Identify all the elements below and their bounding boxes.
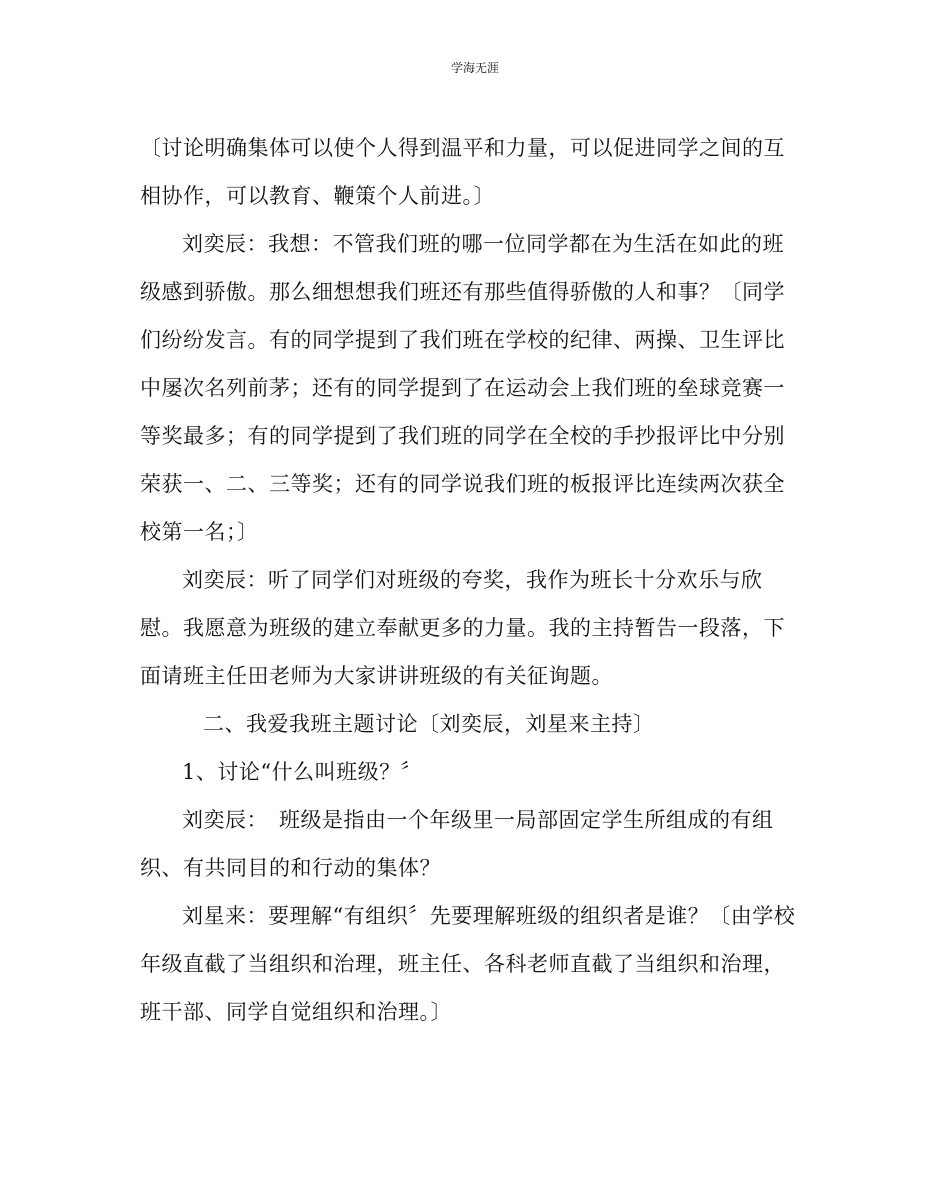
document-body — [140, 124, 805, 1036]
paragraph-liu-xinglai-organizer: 刘星来：要理解“有组织〞先要理解班级的组织者是谁？〔由学校年级直截了当组织和治理，班主任、各科老师直截了当组织和治理，班干部、同学自觉组织和治理。〕 — [140, 904, 796, 1024]
subheading-what-is-class: 1、讨论“什么叫班级？〞 — [182, 760, 423, 784]
paragraph-liu-yichen-thanks: 刘奕辰：听了同学们对班级的夸奖，我作为班长十分欢乐与欣慰。我愿意为班级的建立奉献更多的力量。我的主持暂告一段落，下面请班主任田老师为大家讲讲班级的有关征询题。 — [140, 568, 785, 688]
page-header: 学海无涯 — [450, 61, 499, 75]
paragraph-discussion-conclusion: 〔讨论明确集体可以使个人得到温平和力量，可以促进同学之间的互相协作，可以教育、鞭策个人前进。〕 — [140, 136, 785, 208]
paragraph-class-definition: 刘奕辰： 班级是指由一个年级里一局部固定学生所组成的有组织、有共同目的和行动的集体？ — [140, 808, 774, 880]
section-heading-theme-discussion: 二、我爱我班主题讨论〔刘奕辰，刘星来主持〕 — [203, 712, 655, 736]
paragraph-liu-yichen-pride: 刘奕辰：我想：不管我们班的哪一位同学都在为生活在如此的班级感到骄傲。那么细想想我们班还有那些值得骄傲的人和事？〔同学们纷纷发言。有的同学提到了我们班在学校的纪律、两操、卫生评比中屡次名列前茅；还有的同学提到了在运动会上我们班的垒球竞赛一等奖最多；有的同学提到了我们班的同学在全校的手抄报评比中分别荣获一、二、三等奖；还有的同学说我们班的板报评比连续两次获全校第一名；〕 — [140, 232, 785, 544]
